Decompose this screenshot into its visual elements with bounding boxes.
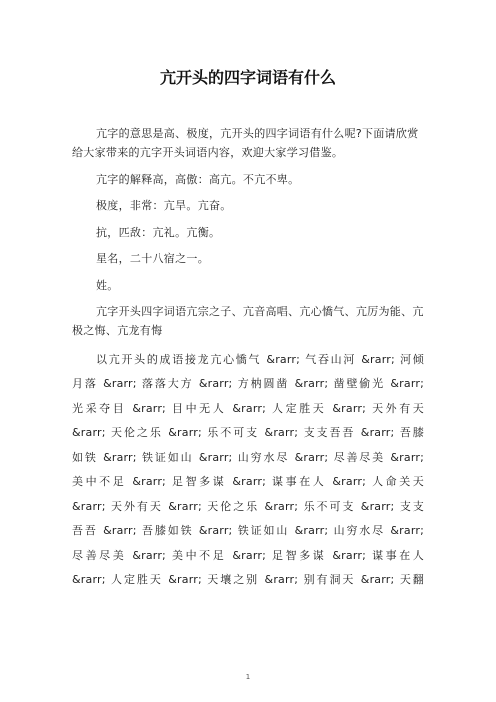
idiom-chain-line: &rarr; 人定胜天 &rarr; 天壤之别 &rarr; 别有洞天 &rarr; 天翻 [72,573,424,586]
intro-paragraph: 亢字的意思是高、极度，亢开头的四字词语有什么呢?下面请欣赏 给大家带来的亢字开头词语内容，欢迎大家学习借鉴。 [72,127,419,159]
idiom-chain-line: 吾吾 &rarr; 吾膝如铁 &rarr; 铁证如山 &rarr; 山穷水尽 &rarr; [72,524,424,537]
four-character-words-paragraph: 亢字开头四字词语亢宗之子、亢音高唱、亢心憍气、亢厉为能、亢极之悔、亢龙有悔 [72,305,424,337]
meaning-surname-paragraph: 姓。 [96,278,119,292]
meaning-star-paragraph: 星名，二十八宿之一。 [96,252,209,265]
page-title: 亢开头的四字词语有什么 [159,68,336,87]
idiom-chain-line: 月落 &rarr; 落落大方 &rarr; 方枘圆凿 &rarr; 凿壁偷光 &rarr; [72,377,424,390]
definition-paragraph: 亢字的解释高，高傲：高亢。不亢不卑。 [96,172,300,186]
meaning-extreme-paragraph: 极度，非常：亢旱。亢奋。 [96,199,232,212]
idiom-chain-line: &rarr; 天伦之乐 &rarr; 乐不可支 &rarr; 支支吾吾 &rarr; 吾膝 [72,426,424,439]
document-body [72,124,424,593]
idiom-chain-paragraph [72,348,424,593]
meaning-resist-paragraph: 抗，匹敌：亢礼。亢衡。 [96,225,221,239]
page-number: 1 [245,673,251,681]
idiom-chain-line: 如铁 &rarr; 铁证如山 &rarr; 山穷水尽 &rarr; 尽善尽美 &rarr; [72,450,424,464]
idiom-chain-line: 以亢开头的成语接龙亢心憍气 &rarr; 气吞山河 &rarr; 河倾 [96,352,424,366]
idiom-chain-line: 尽善尽美 &rarr; 美中不足 &rarr; 足智多谋 &rarr; 谋事在人 [72,548,424,562]
idiom-chain-line: &rarr; 天外有天 &rarr; 天伦之乐 &rarr; 乐不可支 &rarr; 支支 [72,499,424,513]
idiom-chain-line: 美中不足 &rarr; 足智多谋 &rarr; 谋事在人 &rarr; 人命关天 [72,475,424,488]
idiom-chain-line: 光采夺目 &rarr; 目中无人 &rarr; 人定胜天 &rarr; 天外有天 [72,401,424,415]
